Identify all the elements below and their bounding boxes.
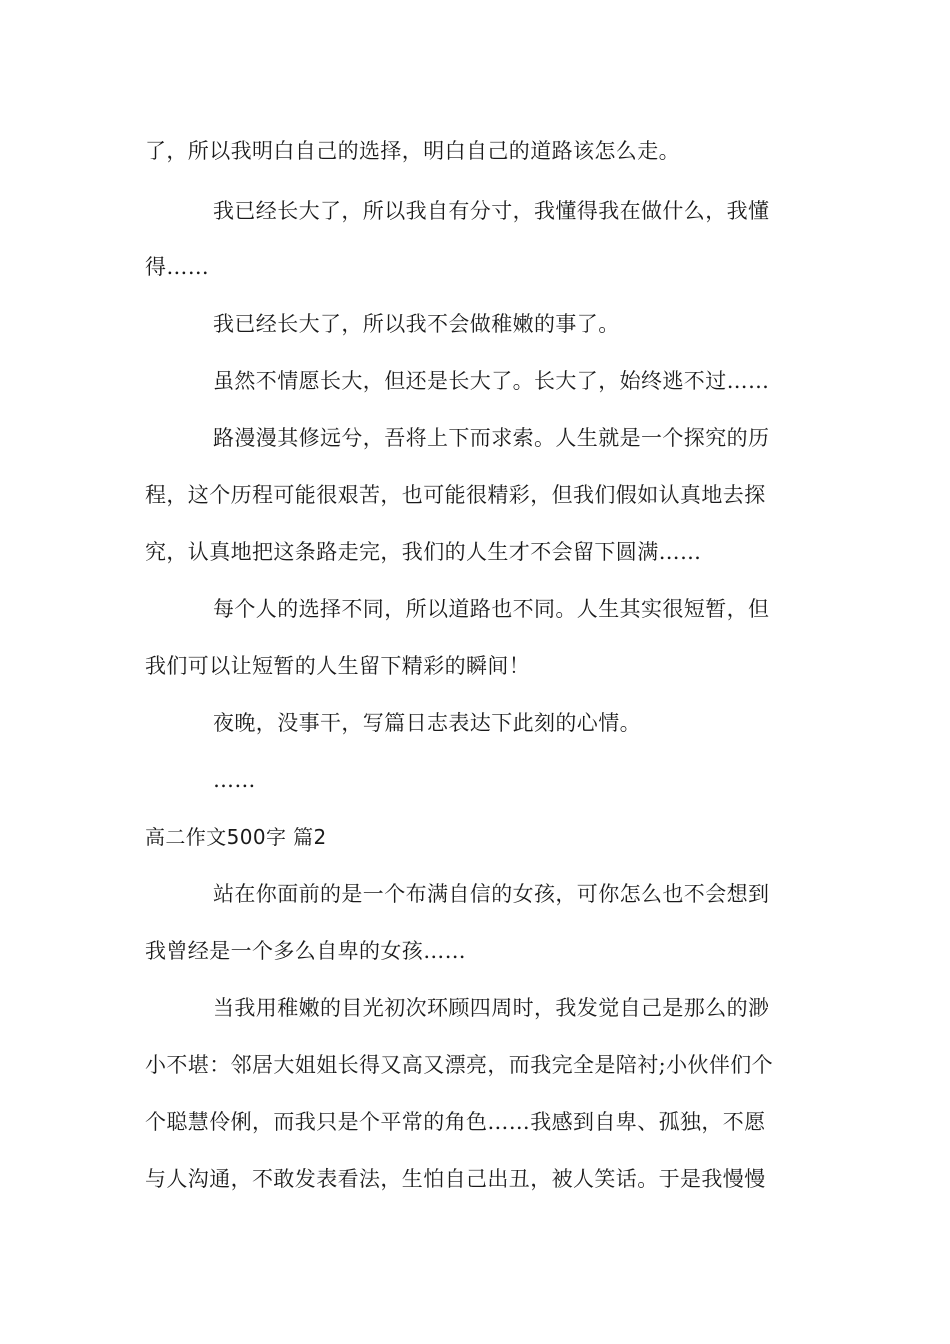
paragraph-line: 与人沟通，不敢发表看法，生怕自己出丑，被人笑话。于是我慢慢 [145,1167,766,1191]
paragraph-line: 路漫漫其修远兮，吾将上下而求索。人生就是一个探究的历 [213,426,770,450]
paragraph-line: 究，认真地把这条路走完，我们的人生才不会留下圆满…… [145,540,702,564]
paragraph-line: 个聪慧伶俐，而我只是个平常的角色……我感到自卑、孤独，不愿 [145,1110,766,1134]
paragraph-line: 我已经长大了，所以我不会做稚嫩的事了。 [213,312,620,336]
paragraph-line: …… [213,768,256,792]
paragraph-line: 程，这个历程可能很艰苦，也可能很精彩，但我们假如认真地去探 [145,483,766,507]
paragraph-line: 虽然不情愿长大，但还是长大了。长大了，始终逃不过…… [213,369,770,393]
paragraph-line: 了，所以我明白自己的选择，明白自己的道路该怎么走。 [145,139,680,163]
paragraph-line: 小不堪：邻居大姐姐长得又高又漂亮，而我完全是陪衬;小伙伴们个 [145,1053,774,1077]
paragraph-line: 我已经长大了，所以我自有分寸，我懂得我在做什么，我懂 [213,199,770,223]
paragraph-line: 当我用稚嫩的目光初次环顾四周时，我发觉自己是那么的渺 [213,996,770,1020]
paragraph-line: 我曾经是一个多么自卑的女孩…… [145,939,466,963]
paragraph-line: 站在你面前的是一个布满自信的女孩，可你怎么也不会想到 [213,882,770,906]
paragraph-line: 得…… [145,255,210,279]
paragraph-line: 每个人的选择不同，所以道路也不同。人生其实很短暂，但 [213,597,770,621]
paragraph-line: 我们可以让短暂的人生留下精彩的瞬间！ [145,654,531,678]
section-heading: 高二作文500字 篇2 [145,825,327,849]
paragraph-line: 夜晚，没事干，写篇日志表达下此刻的心情。 [213,711,641,735]
